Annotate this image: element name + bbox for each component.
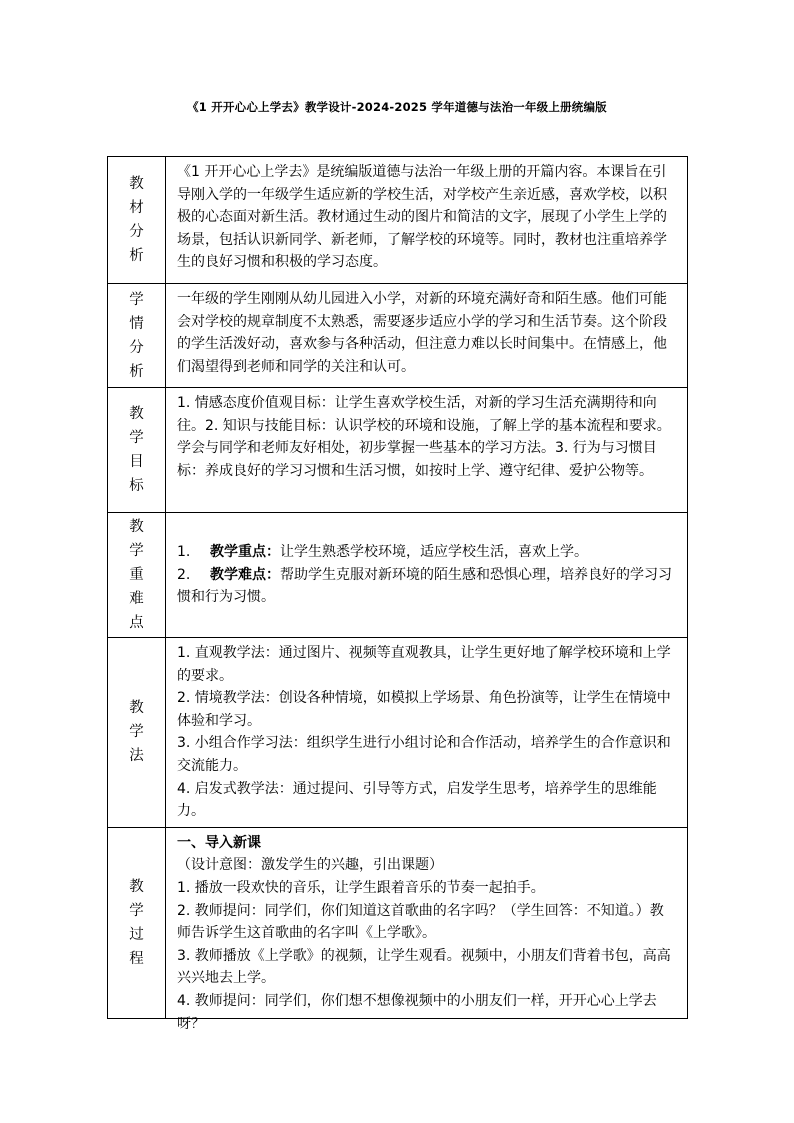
item-number: 2. — [177, 566, 191, 583]
label-char: 点 — [129, 615, 144, 631]
label-char: 难 — [129, 591, 144, 607]
item-body: 让学生熟悉学校环境，适应学校生活，喜欢上学。 — [280, 544, 588, 561]
method-item: 1. 直观教学法：通过图片、视频等直观教具，让学生更好地了解学校环境和上学的要求。 — [177, 645, 671, 684]
row-label — [108, 284, 166, 388]
teaching-methods-content — [166, 638, 688, 828]
label-char: 过 — [129, 926, 144, 943]
label-char: 法 — [129, 748, 144, 765]
method-item: 3. 小组合作学习法：组织学生进行小组讨论和合作活动，培养学生的合作意识和交流能力。 — [177, 735, 671, 774]
row-teaching-process — [108, 827, 688, 1018]
label-char: 标 — [129, 478, 144, 494]
label-char: 情 — [129, 315, 144, 332]
label-char: 分 — [129, 224, 144, 240]
process-line: 2. 教师提问：同学们，你们知道这首歌曲的名字吗？（学生回答：不知道。）教师告诉学生这首歌曲的名字叫《上学歌》。 — [177, 902, 664, 942]
row-textbook-analysis — [108, 157, 688, 284]
textbook-analysis-text: 《1 开开心心上学去》是统编版道德与法治一年级上册的开篇内容。本课旨在引导刚入学的一年级学生适应新的学校生活，对学校产生亲近感，喜欢学校，以积极的心态面对新生活。教材通过生动的图片和简洁的文字，展现了小学生上学的场景，包括认识新同学、新老师，了解学校的环境等。同时，教材也注重培养学生的良好习惯和积极的学习态度。 — [166, 157, 688, 284]
row-label — [108, 513, 166, 638]
label-char: 材 — [129, 200, 144, 216]
process-line: 3. 教师播放《上学歌》的视频，让学生观看。视频中，小朋友们背着书包，高高兴兴地去上学。 — [177, 947, 671, 987]
label-char: 目 — [129, 454, 144, 470]
document-title: 《1 开开心心上学去》教学设计-2024-2025 学年道德与法治一年级上册统编版 — [187, 100, 607, 114]
label-char: 析 — [129, 363, 144, 380]
label-char: 教 — [129, 519, 144, 535]
process-line: （设计意图：激发学生的兴趣，引出课题） — [177, 857, 443, 874]
lesson-plan-table — [107, 156, 688, 1032]
process-line: 1. 播放一段欢快的音乐，让学生跟着音乐的节奏一起拍手。 — [177, 879, 545, 896]
label-char: 分 — [129, 339, 144, 356]
label-char: 析 — [129, 248, 144, 264]
label-char: 学 — [129, 543, 144, 559]
label-char: 学 — [129, 724, 144, 741]
row-label — [108, 157, 166, 284]
label-char: 程 — [129, 950, 144, 967]
label-char: 学 — [129, 902, 144, 919]
row-key-difficult-points — [108, 513, 688, 638]
label-char: 教 — [129, 406, 144, 422]
label-char: 教 — [129, 878, 144, 895]
process-text-clip — [177, 832, 676, 1032]
teaching-process-content — [166, 827, 688, 1032]
teaching-goals-text: 1. 情感态度价值观目标：让学生喜欢学校生活，对新的学习生活充满期待和向往。2. 知识与技能目标：认识学校的环境和设施，了解上学的基本流程和要求。学会与同学和老师友好相处，初步掌握一些基本的学习方法。3. 行为与习惯目标：养成良好的学习习惯和生活习惯，如按时上学、遵守纪律、爱护公物等。 — [166, 388, 688, 513]
item-heading: 教学重点： — [210, 544, 280, 561]
method-item: 2. 情境教学法：创设各种情境，如模拟上学场景、角色扮演等，让学生在情境中体验和学习。 — [177, 690, 671, 729]
section-heading: 一、导入新课 — [177, 834, 261, 851]
row-label — [108, 827, 166, 1018]
student-analysis-text: 一年级的学生刚刚从幼儿园进入小学，对新的环境充满好奇和陌生感。他们可能会对学校的规章制度不太熟悉，需要逐步适应小学的学习和生活节奏。这个阶段的学生活泼好动，喜欢参与各种活动，但注意力难以长时间集中。在情感上，他们渴望得到老师和同学的关注和认可。 — [166, 284, 688, 388]
row-label — [108, 388, 166, 513]
key-point-item — [177, 541, 676, 564]
method-item: 4. 启发式教学法：通过提问、引导等方式，启发学生思考，培养学生的思维能力。 — [177, 780, 657, 820]
label-char: 学 — [129, 430, 144, 446]
row-student-analysis — [108, 284, 688, 388]
item-number: 1. — [177, 544, 191, 561]
row-teaching-methods — [108, 638, 688, 828]
key-points-content — [166, 513, 688, 638]
item-body: 帮助学生克服对新环境的陌生感和恐惧心理，培养良好的学习习惯和行为习惯。 — [177, 566, 672, 606]
label-char: 学 — [129, 291, 144, 308]
row-label — [108, 638, 166, 828]
label-char: 教 — [129, 700, 144, 717]
process-line: 4. 教师提问：同学们，你们想不想像视频中的小朋友们一样，开开心心上学去呀？ — [177, 992, 657, 1032]
difficult-point-item — [177, 564, 676, 609]
label-char: 重 — [129, 567, 144, 583]
item-heading: 教学难点： — [210, 566, 280, 583]
label-char: 教 — [129, 176, 144, 192]
row-teaching-goals — [108, 388, 688, 513]
